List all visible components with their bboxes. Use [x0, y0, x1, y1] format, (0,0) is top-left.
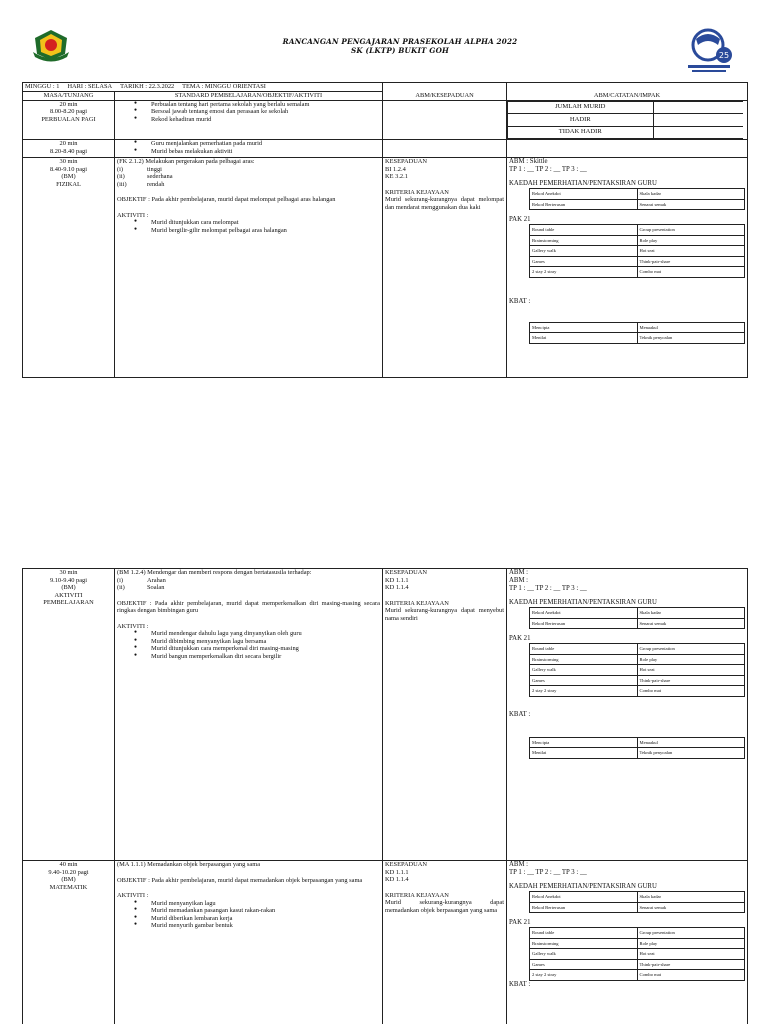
pak-cell: Think-pair-share	[637, 675, 745, 686]
masa-tunjang: AKTIVITI	[54, 591, 83, 599]
sublist-num: (i)	[117, 576, 124, 584]
abm-line: ABM :	[509, 569, 529, 576]
bebas-standard	[115, 140, 383, 158]
perbualan-abm	[383, 100, 507, 140]
kesepaduan-code: KD 1.1.1	[385, 868, 409, 876]
sublist-num: (ii)	[117, 173, 125, 181]
lesson2-masa	[23, 569, 115, 861]
kaedah-cell: Rekod Berterusan	[530, 618, 638, 629]
kriteria-label: KRITERIA KEJAYAAN	[385, 599, 449, 607]
list-item: ● Murid bergilir-gilir melompat pelbagai aras halangan	[117, 227, 380, 235]
lesson2-standard	[115, 569, 383, 861]
lesson2-row	[23, 569, 748, 861]
pak-cell: Think-pair-share	[637, 256, 745, 267]
sublist-text: rendah	[147, 180, 165, 188]
kbat-cell: Menaakul	[637, 737, 745, 748]
masa-tunjang-2: PEMBELAJARAN	[43, 599, 94, 607]
masa-time: 9.10-9.40 pagi	[49, 576, 88, 584]
pak-cell: Round table	[530, 644, 638, 655]
kaedah-table	[529, 188, 745, 210]
title-line-2: SK (LKTP) BUKIT GOH	[350, 46, 450, 55]
kaedah-cell: Skala kadar	[637, 608, 745, 619]
perbualan-standard	[115, 100, 383, 140]
pak-table	[529, 224, 745, 278]
attendance-table	[507, 101, 743, 140]
kriteria-text: Murid sekurang-kurangnya dapat menyebut nama sendiri	[385, 607, 504, 622]
pak-cell: Role play	[637, 235, 745, 246]
sublist-num: (ii)	[117, 584, 125, 592]
masa-duration: 30 min	[59, 569, 78, 576]
pak-cell: Group presentation	[637, 644, 745, 655]
kbat-cell: Teknik penyoalan	[637, 748, 745, 759]
aktiviti-list	[117, 900, 380, 930]
kaedah-cell: Skala kadar	[637, 892, 745, 903]
pak-label: PAK 21	[509, 919, 531, 927]
masa-time: 8.00-8.20 pagi	[49, 108, 88, 116]
kbat-cell: Mencipta	[530, 737, 638, 748]
tp-line: TP 1 : __ TP 2 : __ TP 3 : __	[509, 585, 587, 593]
hari-text: HARI : SELASA	[67, 83, 113, 90]
pak-table	[529, 643, 745, 697]
list-item: ● Murid bangun memperkenalkan diri secara bergilir	[117, 653, 380, 661]
pak-cell: Group presentation	[637, 225, 745, 236]
header-abm-catatan: ABM/CATATAN/IMPAK	[507, 83, 748, 101]
list-item: ● Perbualan tentang hari pertama sekolah yang berlalu semalam	[117, 101, 380, 109]
kbat-table	[529, 737, 745, 759]
pak-cell: 2 stay 2 stray	[530, 970, 638, 981]
perbualan-masa	[23, 100, 115, 140]
list-item: ● Murid dibimbing menyanyikan lagu bersama	[117, 638, 380, 646]
pak-label: PAK 21	[509, 216, 531, 224]
kaedah-table	[529, 891, 745, 913]
kbat-cell: Menilai	[530, 748, 638, 759]
pak-cell: Gallery walk	[530, 246, 638, 257]
pak-cell: Combo mat	[637, 686, 745, 697]
kbat-cell: Teknik penyoalan	[637, 333, 745, 344]
pak-cell: Gallery walk	[530, 665, 638, 676]
lesson1-masa	[23, 158, 115, 378]
standard-text: (BM 1.2.4) Mendengar dan memberi respons dengan bertatasusila terhadap:	[117, 569, 312, 576]
masa-duration: 40 min	[59, 861, 78, 868]
list-item: ● Murid ditunjukkan cara melompat	[117, 219, 380, 227]
header-masa: MASA/TUNJANG	[23, 92, 115, 101]
pak-cell: Gallery walk	[530, 949, 638, 960]
masa-time: 9.40-10.20 pagi	[48, 868, 89, 876]
kaedah-cell: Rekod Berterusan	[530, 902, 638, 913]
pak-cell: Brainstorming	[530, 938, 638, 949]
kesepaduan-code: KD 1.1.4	[385, 876, 409, 884]
kaedah-cell: Rekod Anekdot	[530, 189, 638, 200]
pak-table	[529, 927, 745, 981]
lesson3-standard	[115, 861, 383, 1024]
kriteria-label: KRITERIA KEJAYAAN	[385, 891, 449, 899]
svg-text:25: 25	[718, 51, 730, 60]
list-item: ● Murid ditunjukkan cara memperkenal diri masing-masing	[117, 645, 380, 653]
lesson3-masa	[23, 861, 115, 1024]
kesepaduan-code: KE 3.2.1	[385, 173, 408, 181]
aktiviti-list	[117, 219, 380, 234]
pak-cell: Role play	[637, 654, 745, 665]
kriteria-text: Murid sekurang-kurangnya dapat memadankan objek berpasangan yang sama	[385, 899, 504, 914]
masa-tunjang: PERBUALAN PAGI	[41, 115, 96, 123]
document-title	[220, 37, 580, 55]
list-item: ● Bersoal jawab tentang emosi dan perasaan ke sekolah	[117, 108, 380, 116]
lesson2-catatan	[507, 569, 748, 861]
kaedah-cell: Senarai semak	[637, 199, 745, 210]
kesepaduan-label: KESEPADUAN	[385, 861, 428, 868]
list-item: ● Murid mendengar dahulu lagu yang dinyanyikan oleh guru	[117, 630, 380, 638]
kaedah-cell: Rekod Berterusan	[530, 199, 638, 210]
pak-cell: 2 stay 2 stray	[530, 267, 638, 278]
kaedah-label: KAEDAH PEMERHATIAN/PENTAKSIRAN GURU	[509, 883, 657, 891]
kbat-label: KBAT :	[509, 710, 531, 718]
pak-cell: Round table	[530, 928, 638, 939]
lesson3-catatan	[507, 861, 748, 1024]
bebas-list	[117, 140, 380, 155]
kbat-cell: Menaakul	[637, 322, 745, 333]
pak-cell: Brainstorming	[530, 654, 638, 665]
list-item: ● Murid bebas melakukan aktiviti	[117, 148, 380, 156]
info-row	[23, 83, 748, 92]
lesson1-catatan	[507, 158, 748, 378]
hadir-value	[653, 114, 743, 127]
list-item: ● Rekod kehadiran murid	[117, 116, 380, 124]
aktiviti-label: AKTIVITI :	[117, 622, 149, 630]
tarikh-text: TARIKH : 22.3.2022	[120, 83, 175, 90]
kesepaduan-code: KD 1.1.1	[385, 576, 409, 584]
masa-duration: 20 min	[59, 100, 78, 108]
masa-language: (BM)	[61, 173, 76, 181]
list-item: ● Murid memadankan pasangan kasut rakan-rakan	[117, 907, 380, 915]
school-crest-logo	[31, 28, 71, 62]
pak-cell: Hot seat	[637, 246, 745, 257]
kbat-label: KBAT :	[509, 297, 531, 305]
standard-text: (MA 1.1.1) Memadankan objek berpasangan yang sama	[117, 861, 261, 868]
tp-line: TP 1 : __ TP 2 : __ TP 3 : __	[509, 166, 587, 174]
hadir-label: HADIR	[508, 114, 654, 127]
pak-label: PAK 21	[509, 635, 531, 643]
kesepaduan-code: BI 1.2.4	[385, 165, 406, 173]
ministry-25-logo	[680, 25, 738, 75]
kaedah-cell: Skala kadar	[637, 189, 745, 200]
perbualan-list	[117, 101, 380, 124]
masa-language: (BM)	[61, 876, 76, 884]
minggu-text: MINGGU : 1	[25, 83, 60, 90]
lesson2-kesepaduan	[383, 569, 507, 861]
pak-cell: Role play	[637, 938, 745, 949]
standard-sublist	[117, 166, 380, 189]
kaedah-table	[529, 607, 745, 629]
bebas-masa	[23, 140, 115, 158]
lesson-plan-table-bottom	[22, 568, 748, 1024]
list-item: ● Murid diberikan lembaran kerja	[117, 915, 380, 923]
kaedah-cell: Rekod Anekdot	[530, 892, 638, 903]
pak-cell: 2 stay 2 stray	[530, 686, 638, 697]
kbat-label: KBAT :	[509, 980, 531, 988]
lesson3-kesepaduan	[383, 861, 507, 1024]
kriteria-text: Murid sekurang-kurangnya dapat melompat dan mendarat menggunakan dua kaki	[385, 196, 505, 211]
lesson3-row	[23, 861, 748, 1024]
pak-cell: Games	[530, 256, 638, 267]
perbualan-row	[23, 100, 748, 140]
pak-cell: Hot seat	[637, 949, 745, 960]
pak-cell: Combo mat	[637, 970, 745, 981]
lesson1-kesepaduan	[383, 158, 507, 378]
sublist-text: Arahan	[147, 576, 166, 584]
pak-cell: Combo mat	[637, 267, 745, 278]
pak-cell: Brainstorming	[530, 235, 638, 246]
kaedah-cell: Rekod Anekdot	[530, 608, 638, 619]
kaedah-label: KAEDAH PEMERHATIAN/PENTAKSIRAN GURU	[509, 599, 657, 607]
abm-line: ABM : Skittle	[509, 158, 548, 166]
kaedah-cell: Senarai semak	[637, 902, 745, 913]
title-line-1: RANCANGAN PENGAJARAN PRASEKOLAH ALPHA 2022	[282, 37, 518, 46]
kbat-table	[529, 322, 745, 344]
bebas-abm	[383, 140, 507, 158]
bebas-row	[23, 140, 748, 158]
bebas-catatan	[507, 140, 748, 158]
kesepaduan-label: KESEPADUAN	[385, 569, 428, 576]
objektif-text: OBJEKTIF : Pada akhir pembelajaran, murid dapat memadankan objek berpasangan yang sama	[117, 876, 363, 884]
list-item: ● Guru menjalankan pemerhatian pada murid	[117, 140, 380, 148]
pak-cell: Games	[530, 675, 638, 686]
standard-text: (FK 2.1.2) Melakukan pergerakan pada pelbagai aras:	[117, 158, 255, 166]
objektif-text: OBJEKTIF : Pada akhir pembelajaran, murid dapat memperkenalkan diri masing-masing secara ringkas dengan bimbingan guru	[117, 599, 380, 615]
sublist-text: tinggi	[147, 165, 162, 173]
header-abm-kesepaduan: ABM/KESEPADUAN	[383, 83, 507, 101]
sublist-num: (iii)	[117, 180, 127, 188]
abm-line: ABM :	[509, 577, 529, 585]
lesson-plan-table-top	[22, 82, 748, 378]
tidak-hadir-label: TIDAK HADIR	[508, 126, 654, 139]
kbat-cell: Menilai	[530, 333, 638, 344]
tema-text: TEMA : MINGGU ORIENTASI	[182, 83, 266, 90]
kaedah-cell: Senarai semak	[637, 618, 745, 629]
lesson1-row	[23, 158, 748, 378]
masa-duration: 30 min	[59, 158, 78, 166]
jumlah-murid-label: JUMLAH MURID	[508, 101, 654, 114]
masa-language: (BM)	[61, 584, 76, 592]
jumlah-murid-value	[653, 101, 743, 114]
masa-tunjang: MATEMATIK	[49, 883, 88, 891]
pak-cell: Hot seat	[637, 665, 745, 676]
list-item: ● Murid menyanyikan lagu	[117, 900, 380, 908]
masa-tunjang: FIZIKAL	[56, 180, 81, 188]
tp-line: TP 1 : __ TP 2 : __ TP 3 : __	[509, 869, 587, 877]
pak-cell: Group presentation	[637, 928, 745, 939]
sublist-text: sederhana	[147, 173, 173, 181]
pak-cell: Round table	[530, 225, 638, 236]
objektif-text: OBJEKTIF : Pada akhir pembelajaran, murid dapat melompat pelbagai aras halangan	[117, 196, 336, 204]
pak-cell: Think-pair-share	[637, 959, 745, 970]
pak-cell: Games	[530, 959, 638, 970]
kesepaduan-code: KD 1.1.4	[385, 584, 409, 592]
kesepaduan-label: KESEPADUAN	[385, 158, 428, 166]
kaedah-label: KAEDAH PEMERHATIAN/PENTAKSIRAN GURU	[509, 180, 657, 188]
standard-sublist	[117, 577, 380, 592]
kriteria-label: KRITERIA KEJAYAAN	[385, 188, 449, 196]
lesson1-standard	[115, 158, 383, 378]
aktiviti-label: AKTIVITI :	[117, 211, 149, 219]
sublist-text: Soalan	[147, 584, 165, 592]
masa-time: 8.40-9.10 pagi	[49, 165, 88, 173]
abm-line: ABM :	[509, 861, 529, 868]
aktiviti-label: AKTIVITI :	[117, 892, 149, 900]
masa-time: 8.20-8.40 pagi	[49, 147, 88, 155]
sublist-num: (i)	[117, 165, 124, 173]
header-standard: STANDARD PEMBELAJARAN/OBJEKTIF/AKTIVITI	[115, 92, 383, 101]
masa-duration: 20 min	[59, 140, 78, 148]
info-cell	[23, 83, 383, 92]
tidak-hadir-value	[653, 126, 743, 139]
aktiviti-list	[117, 630, 380, 660]
kbat-cell: Mencipta	[530, 322, 638, 333]
list-item: ● Murid menyurih gambar bentuk	[117, 922, 380, 930]
perbualan-catatan	[507, 100, 748, 140]
